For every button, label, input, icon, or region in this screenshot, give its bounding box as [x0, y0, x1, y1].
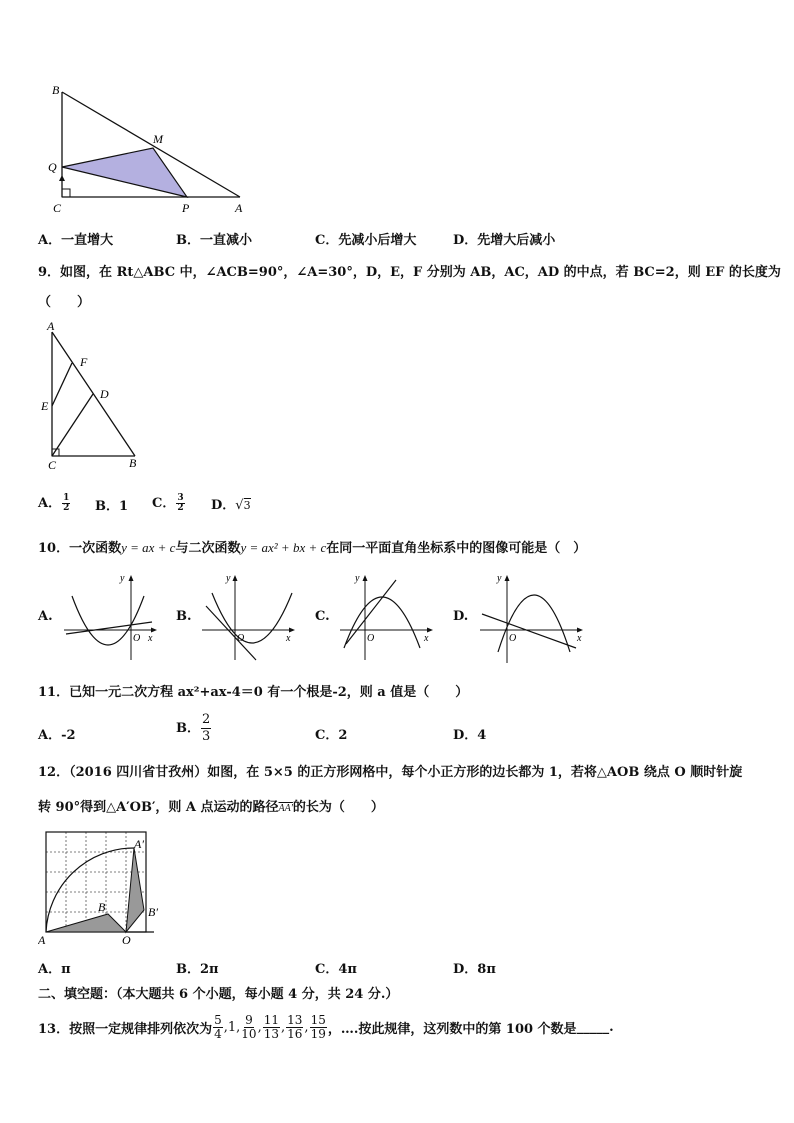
- svg-text:O: O: [237, 633, 245, 644]
- label-A: A: [38, 933, 46, 947]
- q11-stem: 11．已知一元二次方程 ax²+ax-4＝0 有一个根是-2，则 a 值是（ ）: [38, 685, 469, 700]
- q8-option-b: B．一直减小: [176, 233, 252, 248]
- q13-stem: 13．按照一定规律排列依次为 $\frac{5}{4}$ , 1 , $\frac{9}{10}$ , $\frac{11}{13}$ , $\frac{13}{16}$ , $\frac{15}{19}$ ，….按此规律，这列数中的第 100 个数是 _____ .: [38, 1013, 614, 1041]
- label-A: A: [235, 201, 243, 215]
- label-O: O: [122, 933, 131, 947]
- q9-option-b: B．1: [95, 499, 129, 514]
- q10-graph-a: [62, 568, 162, 663]
- q9-paren: （ ）: [38, 295, 91, 310]
- triangle-a2ob2: [126, 848, 144, 932]
- q10-graph-c: [338, 568, 438, 663]
- svg-text:y: y: [355, 573, 360, 584]
- q12-option-a: A．π: [38, 962, 71, 977]
- q11-option-c: C．2: [315, 728, 348, 743]
- q9-option-d: D．√3: [211, 498, 251, 513]
- q11-option-d: D．4: [453, 728, 487, 743]
- q8-option-d: D．先增大后减小: [453, 233, 556, 248]
- q12-stem-line2: 转 90°得到△A′OB′，则 A 点运动的路径AA′的长为（ ）: [38, 800, 384, 815]
- svg-text:y: y: [497, 573, 502, 584]
- q8-option-c: C．先减小后增大: [315, 233, 417, 248]
- svg-text:x: x: [424, 633, 429, 644]
- label-C: C: [48, 458, 57, 472]
- q11-option-a: A．-2: [38, 728, 76, 743]
- label-A-prime: A′: [134, 837, 144, 851]
- label-Q: Q: [48, 160, 57, 174]
- q10-option-b: B.: [176, 609, 192, 624]
- q12-option-b: B．2π: [176, 962, 219, 977]
- label-B: B: [98, 900, 106, 914]
- label-F: F: [80, 355, 88, 369]
- label-A: A: [47, 319, 55, 333]
- svg-text:O: O: [133, 633, 141, 644]
- label-D: D: [100, 387, 109, 401]
- label-P: P: [182, 201, 190, 215]
- svg-text:x: x: [286, 633, 291, 644]
- q10-graph-d: [478, 568, 588, 668]
- section-heading: 二、填空题：（本大题共 6 个小题，每小题 4 分，共 24 分.）: [38, 987, 399, 1002]
- svg-text:O: O: [509, 633, 517, 644]
- q10-stem: 10．一次函数y = ax + c与二次函数y = ax² + bx + c在同一平面直角坐标系中的图像可能是（ ）: [38, 540, 587, 556]
- q12-figure: [38, 826, 173, 948]
- svg-text:x: x: [577, 633, 582, 644]
- label-B: B: [129, 456, 137, 470]
- svg-text:O: O: [367, 633, 375, 644]
- q10-graph-b: [200, 568, 300, 663]
- label-B-prime: B′: [148, 905, 158, 919]
- q11-option-b: B． $\frac{2}{3}$: [176, 712, 211, 744]
- q12-stem-line1: 12．（2016 四川省甘孜州）如图，在 5×5 的正方形网格中，每个小正方形的边长都为 1，若将△AOB 绕点 O 顺时针旋: [38, 765, 743, 780]
- svg-text:y: y: [226, 573, 231, 584]
- q12-option-d: D．8π: [453, 962, 496, 977]
- label-M: M: [153, 132, 163, 146]
- label-C: C: [53, 201, 62, 215]
- q8-figure: [40, 80, 255, 220]
- q8-option-a: A．一直增大: [38, 233, 114, 248]
- q12-option-c: C．4π: [315, 962, 357, 977]
- q10-option-d: D.: [453, 609, 469, 624]
- q10-option-a: A.: [38, 609, 53, 624]
- answer-blank[interactable]: _____: [576, 1020, 610, 1035]
- label-B: B: [52, 83, 60, 97]
- q9-option-a: A． $\frac{1}{2}$: [38, 493, 70, 513]
- q10-option-c: C.: [315, 609, 330, 624]
- q9-figure: [40, 318, 150, 476]
- label-E: E: [41, 399, 49, 413]
- svg-text:y: y: [120, 573, 125, 584]
- q9-stem: 9．如图，在 Rt△ABC 中，∠ACB=90°，∠A=30°，D，E，F 分别为 AB，AC，AD 的中点，若 BC=2，则 EF 的长度为: [38, 265, 781, 280]
- svg-text:x: x: [148, 633, 153, 644]
- q9-option-c: C． $\frac{3}{2}$: [152, 493, 184, 513]
